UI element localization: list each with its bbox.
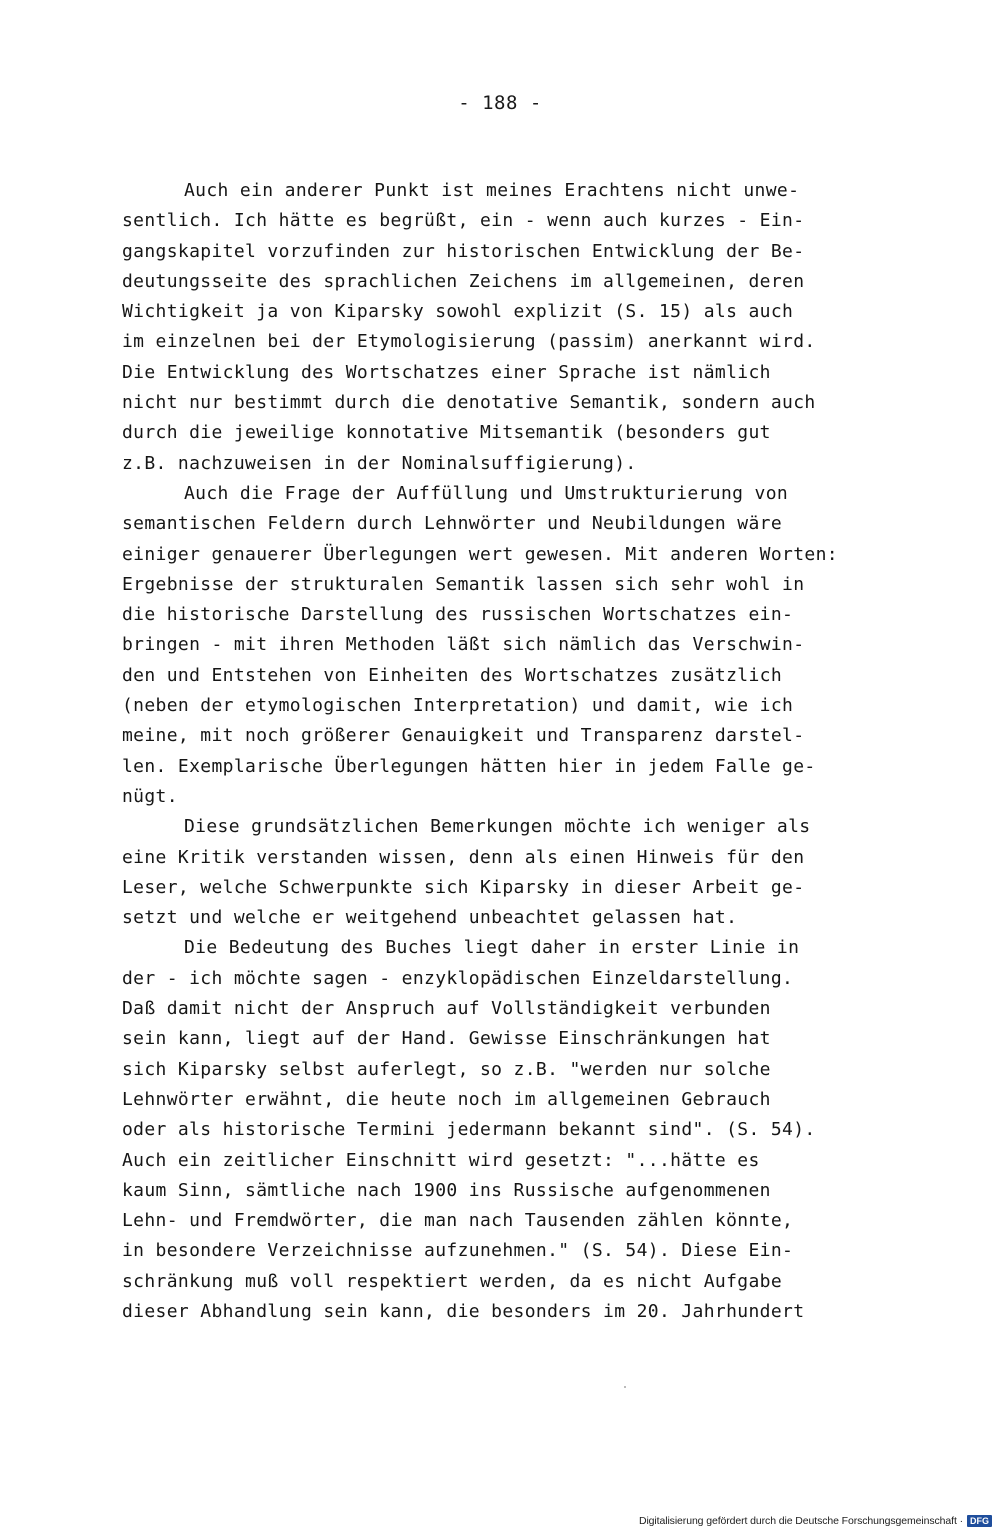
text-line: len. Exemplarische Überlegungen hätten hier in jedem Falle ge- xyxy=(122,755,816,777)
body-text xyxy=(122,176,878,1327)
text-line: dieser Abhandlung sein kann, die besonders im 20. Jahrhundert xyxy=(122,1300,805,1322)
text-line: meine, mit noch größerer Genauigkeit und Transparenz darstel- xyxy=(122,725,805,747)
text-line: Auch ein zeitlicher Einschnitt wird gesetzt: "...hätte es xyxy=(122,1149,760,1171)
text-line: im einzelnen bei der Etymologisierung (passim) anerkannt wird. xyxy=(122,331,816,353)
text-line: Auch ein anderer Punkt ist meines Erachtens nicht unwe- xyxy=(184,180,800,201)
text-line: Die Entwicklung des Wortschatzes einer Sprache ist nämlich xyxy=(122,361,771,383)
text-line: eine Kritik verstanden wissen, denn als einen Hinweis für den xyxy=(122,846,805,868)
text-line: der - ich möchte sagen - enzyklopädischen Einzeldarstellung. xyxy=(122,967,794,989)
text-line: oder als historische Termini jedermann bekannt sind". (S. 54). xyxy=(122,1119,816,1141)
scan-speck xyxy=(624,1386,626,1388)
text-line: gangskapitel vorzufinden zur historischen Entwicklung der Be- xyxy=(122,240,805,262)
text-line: schränkung muß voll respektiert werden, da es nicht Aufgabe xyxy=(122,1270,783,1292)
digitization-footer xyxy=(639,1515,992,1527)
text-line: Auch die Frage der Auffüllung und Umstrukturierung von xyxy=(184,482,789,504)
dfg-logo: DFG xyxy=(967,1515,992,1527)
text-line: Wichtigkeit ja von Kiparsky sowohl explizit (S. 15) als auch xyxy=(122,301,794,323)
text-line: nügt. xyxy=(122,785,178,807)
text-line: sein kann, liegt auf der Hand. Gewisse Einschränkungen hat xyxy=(122,1028,771,1050)
text-line: die historische Darstellung des russischen Wortschatzes ein- xyxy=(122,604,794,626)
paragraph xyxy=(122,812,878,933)
text-line: Lehn- und Fremdwörter, die man nach Tausenden zählen könnte, xyxy=(122,1210,794,1232)
text-line: nicht nur bestimmt durch die denotative Semantik, sondern auch xyxy=(122,392,816,414)
paragraph xyxy=(122,479,878,812)
text-line: einiger genauerer Überlegungen wert gewesen. Mit anderen Worten: xyxy=(122,543,838,565)
text-line: bringen - mit ihren Methoden läßt sich nämlich das Verschwin- xyxy=(122,634,805,656)
text-line: Die Bedeutung des Buches liegt daher in erster Linie in xyxy=(184,937,800,959)
text-line: setzt und welche er weitgehend unbeachtet gelassen hat. xyxy=(122,907,738,929)
text-line: durch die jeweilige konnotative Mitsemantik (besonders gut xyxy=(122,422,771,444)
text-line: deutungsseite des sprachlichen Zeichens im allgemeinen, deren xyxy=(122,270,805,292)
paragraph xyxy=(122,933,878,1327)
text-line: sich Kiparsky selbst auferlegt, so z.B. "werden nur solche xyxy=(122,1058,771,1080)
text-line: sentlich. Ich hätte es begrüßt, ein - wenn auch kurzes - Ein- xyxy=(122,210,805,232)
text-line: Diese grundsätzlichen Bemerkungen möchte ich weniger als xyxy=(184,816,811,838)
text-line: kaum Sinn, sämtliche nach 1900 ins Russische aufgenommenen xyxy=(122,1179,771,1201)
text-line: Leser, welche Schwerpunkte sich Kiparsky in dieser Arbeit ge- xyxy=(122,876,805,898)
text-line: in besondere Verzeichnisse aufzunehmen." (S. 54). Diese Ein- xyxy=(122,1240,794,1262)
page-number: - 188 - xyxy=(458,92,542,114)
paragraph xyxy=(122,176,878,479)
text-line: z.B. nachzuweisen in der Nominalsuffigierung). xyxy=(122,452,637,474)
text-line: den und Entstehen von Einheiten des Wortschatzes zusätzlich xyxy=(122,664,783,686)
text-line: Daß damit nicht der Anspruch auf Vollständigkeit verbunden xyxy=(122,998,771,1020)
text-line: Lehnwörter erwähnt, die heute noch im allgemeinen Gebrauch xyxy=(122,1088,771,1110)
footer-text: Digitalisierung gefördert durch die Deutsche Forschungsgemeinschaft · xyxy=(638,1515,963,1527)
text-line: Ergebnisse der strukturalen Semantik lassen sich sehr wohl in xyxy=(122,573,805,595)
text-line: (neben der etymologischen Interpretation) und damit, wie ich xyxy=(122,695,794,717)
text-line: semantischen Feldern durch Lehnwörter und Neubildungen wäre xyxy=(122,513,783,535)
